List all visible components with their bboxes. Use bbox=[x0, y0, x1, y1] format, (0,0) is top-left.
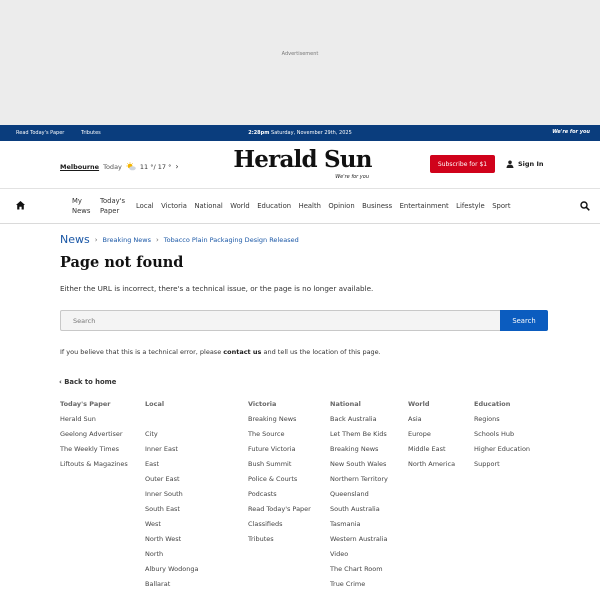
current-time: 2:28pm bbox=[248, 130, 270, 136]
footer-heading: World bbox=[408, 400, 430, 408]
footer-link[interactable]: Video bbox=[330, 550, 349, 558]
footer-link[interactable]: Breaking News bbox=[330, 445, 379, 453]
search-icon[interactable] bbox=[580, 201, 590, 211]
footer-link[interactable]: Let Them Be Kids bbox=[330, 430, 387, 438]
footer-link[interactable]: Middle East bbox=[408, 445, 446, 453]
tributes-link[interactable]: Tributes bbox=[81, 130, 101, 136]
nav-item-my-news[interactable]: My News bbox=[72, 197, 91, 215]
top-utility-bar bbox=[0, 125, 600, 141]
chevron-right-icon: › bbox=[155, 235, 159, 244]
footer-link[interactable]: South Australia bbox=[330, 505, 380, 513]
weather-temperature: 11 °/ 17 ° bbox=[139, 162, 172, 171]
footer-link[interactable]: Bush Summit bbox=[248, 460, 292, 468]
footer-link[interactable]: New South Wales bbox=[330, 460, 387, 468]
footer-link[interactable]: Europe bbox=[408, 430, 431, 438]
footer-link[interactable]: City bbox=[145, 430, 158, 438]
nav-items bbox=[72, 189, 518, 224]
contact-us-link[interactable]: contact us bbox=[223, 348, 262, 356]
footer-heading: Today's Paper bbox=[60, 400, 111, 408]
footer-heading: Victoria bbox=[248, 400, 277, 408]
footer-link[interactable]: Read Today's Paper bbox=[248, 505, 311, 513]
footer-link[interactable]: West bbox=[145, 520, 161, 528]
masthead bbox=[0, 141, 600, 189]
footer-link[interactable]: Queensland bbox=[330, 490, 369, 498]
footer-link[interactable]: East bbox=[145, 460, 160, 468]
footer-link[interactable]: Western Australia bbox=[330, 535, 388, 543]
footer-link[interactable]: North America bbox=[408, 460, 456, 468]
nav-item-health[interactable]: Health bbox=[298, 201, 321, 210]
footer-link[interactable]: Classifieds bbox=[248, 520, 283, 528]
sign-in-button[interactable] bbox=[506, 160, 544, 168]
footer-link[interactable]: Herald Sun bbox=[60, 415, 96, 423]
footer-link[interactable]: Higher Education bbox=[474, 445, 531, 453]
partly-sunny-icon bbox=[126, 162, 136, 171]
footer-column-victoria bbox=[248, 400, 311, 550]
footer-column-national bbox=[330, 400, 388, 595]
footer-link[interactable]: Podcasts bbox=[248, 490, 277, 498]
nav-item-lifestyle[interactable]: Lifestyle bbox=[456, 201, 485, 210]
footer-link[interactable]: Regions bbox=[474, 415, 500, 423]
breadcrumb-news[interactable]: News bbox=[60, 233, 90, 246]
nav-item-local[interactable]: Local bbox=[136, 201, 154, 210]
footer-link[interactable]: Inner South bbox=[145, 490, 183, 498]
search-button[interactable]: Search bbox=[500, 310, 548, 331]
footer-link[interactable]: Outer East bbox=[145, 475, 180, 483]
page-title: Page not found bbox=[60, 254, 184, 271]
main-navigation bbox=[0, 189, 600, 224]
footer-heading: Education bbox=[474, 400, 511, 408]
nav-item-world[interactable]: World bbox=[230, 201, 250, 210]
footer-column-education bbox=[474, 400, 530, 475]
footer-link[interactable]: The Chart Room bbox=[330, 565, 383, 573]
chevron-right-icon: › bbox=[94, 235, 98, 244]
footer-spacer bbox=[145, 415, 198, 430]
footer-link[interactable]: Liftouts & Magazines bbox=[60, 460, 128, 468]
footer-link[interactable]: Inner East bbox=[145, 445, 178, 453]
footer-link[interactable]: True Crime bbox=[330, 580, 366, 588]
footer-link[interactable]: Schools Hub bbox=[474, 430, 515, 438]
footer-link[interactable]: Ballarat bbox=[145, 580, 171, 588]
back-to-home-label: Back to home bbox=[64, 378, 117, 386]
advertisement-area bbox=[0, 0, 600, 125]
footer-link[interactable]: Albury Wodonga bbox=[145, 565, 199, 573]
chevron-right-icon[interactable]: › bbox=[175, 162, 179, 171]
nav-item-entertainment[interactable]: Entertainment bbox=[399, 201, 449, 210]
nav-item-sport[interactable]: Sport bbox=[492, 201, 511, 210]
breadcrumb-article[interactable]: Tobacco Plain Packaging Design Released bbox=[163, 235, 299, 244]
page-description: Either the URL is incorrect, there's a technical issue, or the page is no longer available. bbox=[60, 284, 374, 293]
nav-item-victoria[interactable]: Victoria bbox=[161, 201, 187, 210]
footer-column-todays-paper bbox=[60, 400, 128, 475]
footer-link[interactable]: Future Victoria bbox=[248, 445, 296, 453]
nav-item-todays-paper[interactable]: Today's Paper bbox=[100, 197, 126, 215]
nav-item-opinion[interactable]: Opinion bbox=[328, 201, 355, 210]
home-icon[interactable] bbox=[15, 200, 26, 211]
search-form bbox=[60, 310, 548, 331]
footer-link[interactable]: Geelong Advertiser bbox=[60, 430, 123, 438]
footer-link[interactable]: South East bbox=[145, 505, 180, 513]
brand-tagline: We're for you bbox=[552, 129, 590, 135]
logo-text: Herald Sun bbox=[233, 146, 372, 173]
report-prefix: If you believe that this is a technical error, please bbox=[60, 348, 224, 356]
report-suffix: and tell us the location of this page. bbox=[261, 348, 381, 356]
breadcrumb bbox=[60, 233, 299, 246]
herald-sun-logo[interactable] bbox=[230, 145, 375, 180]
footer-link[interactable]: Breaking News bbox=[248, 415, 297, 423]
user-icon bbox=[506, 160, 514, 168]
footer-link[interactable]: Northern Territory bbox=[330, 475, 388, 483]
advertisement-label: Advertisement bbox=[281, 51, 319, 57]
nav-item-national[interactable]: National bbox=[194, 201, 223, 210]
footer-heading: National bbox=[330, 400, 361, 408]
subscribe-button[interactable]: Subscribe for $1 bbox=[430, 155, 495, 173]
footer-link[interactable]: North West bbox=[145, 535, 182, 543]
logo-tagline: We're for you bbox=[335, 174, 369, 180]
sign-in-label: Sign In bbox=[518, 160, 544, 168]
current-date: Saturday, November 29th, 2025 bbox=[271, 130, 352, 136]
footer-column-local bbox=[145, 400, 198, 595]
footer-link[interactable]: The Weekly Times bbox=[60, 445, 119, 453]
footer-link[interactable]: Tributes bbox=[248, 535, 274, 543]
footer-link[interactable]: The Source bbox=[248, 430, 285, 438]
back-to-home-link[interactable] bbox=[59, 378, 116, 386]
technical-error-note bbox=[60, 348, 381, 356]
footer-heading: Local bbox=[145, 400, 165, 408]
search-input[interactable] bbox=[60, 310, 501, 331]
nav-item-education[interactable]: Education bbox=[257, 201, 292, 210]
footer-link[interactable]: Support bbox=[474, 460, 500, 468]
nav-item-business[interactable]: Business bbox=[362, 201, 393, 210]
footer-column-world bbox=[408, 400, 455, 475]
footer-link[interactable]: North bbox=[145, 550, 164, 558]
weather-city[interactable]: Melbourne bbox=[60, 162, 100, 171]
chevron-left-icon: ‹ bbox=[59, 378, 62, 386]
read-todays-paper-link[interactable]: Read Today's Paper bbox=[16, 130, 65, 136]
weather-today-label: Today bbox=[103, 162, 122, 171]
breadcrumb-breaking-news[interactable]: Breaking News bbox=[102, 235, 151, 244]
weather-widget[interactable] bbox=[60, 162, 179, 171]
footer-link[interactable]: Back Australia bbox=[330, 415, 377, 423]
footer-link[interactable]: Asia bbox=[408, 415, 422, 423]
footer-link[interactable]: Tasmania bbox=[330, 520, 361, 528]
footer-link[interactable]: Police & Courts bbox=[248, 475, 298, 483]
date-display bbox=[0, 130, 600, 136]
